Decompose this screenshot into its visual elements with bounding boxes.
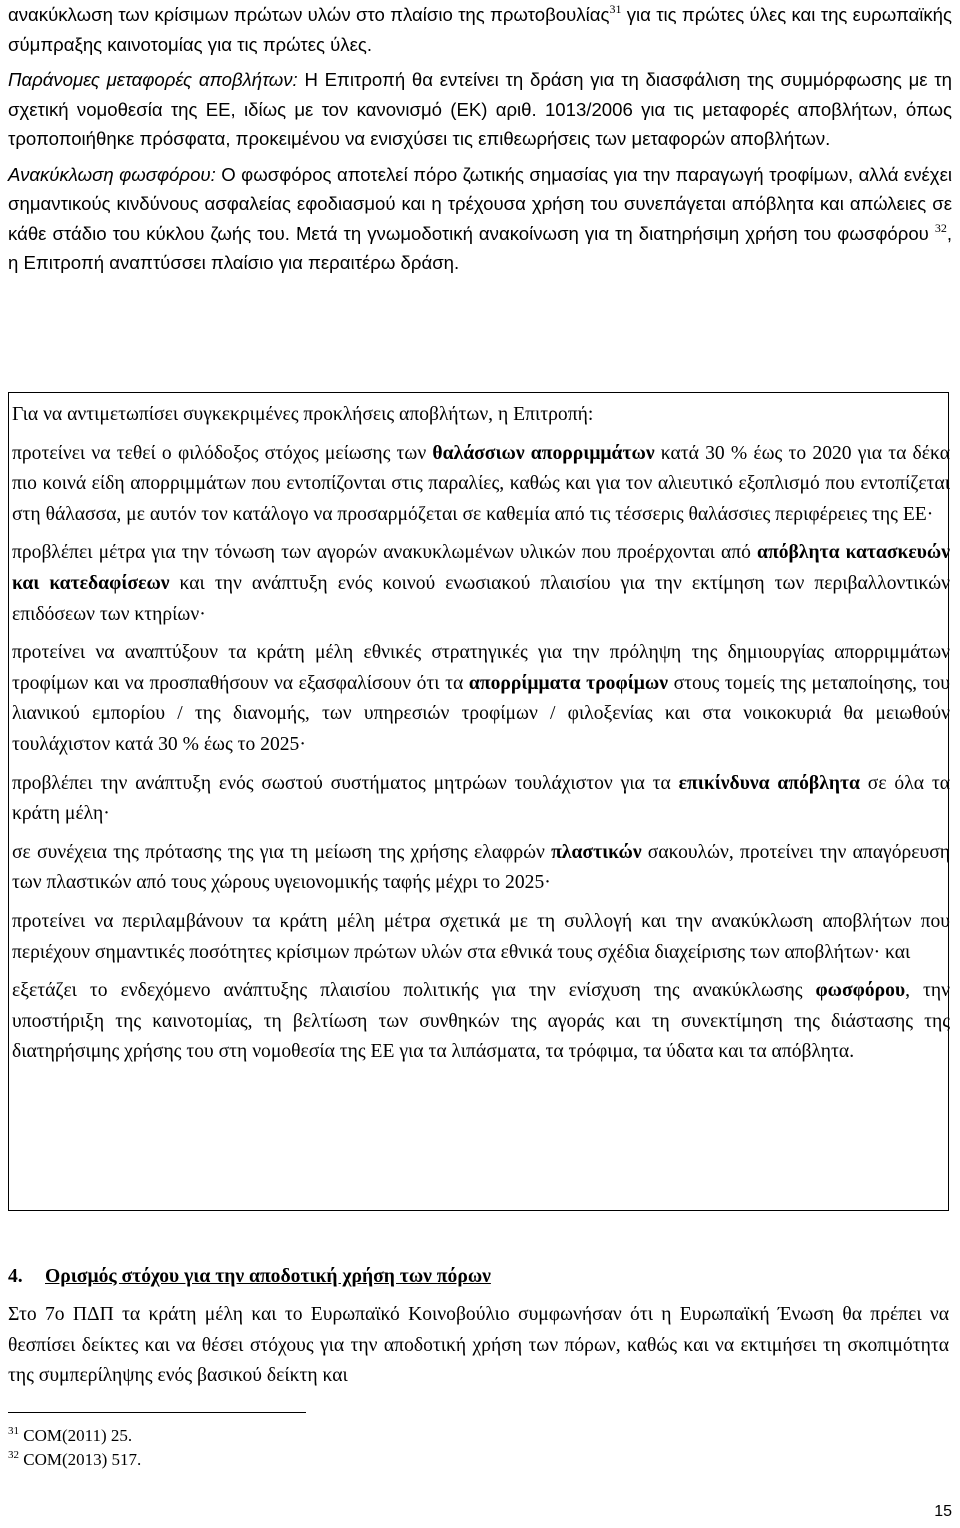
footnote-32: $^{32}$ COM(2013) 517. <box>8 1448 142 1469</box>
box-item: σε συνέχεια της πρότασης της για τη μείωση της χρήσης ελαφρών πλαστικών σακουλών, προτείνει την απαγόρευση των πλαστικών από τους χώρους υγειονομικής ταφής μέχρι το 2025· <box>12 841 951 894</box>
box-item: προτείνει να περιλαμβάνουν τα κράτη μέλη μέτρα σχετικά με τη συλλογή και την ανακύκλωση αποβλήτων που περιέχουν σημαντικές ποσότητες κρίσιμων πρώτων υλών στα εθνικά τους σχέδια διαχείρισης των αποβλήτων· και <box>12 910 950 963</box>
box-intro: Για να αντιμετωπίσει συγκεκριμένες προκλήσεις αποβλήτων, η Επιτροπή: <box>12 404 594 425</box>
paragraph-illegal-shipments: Παράνομες μεταφορές αποβλήτων: Η Επιτροπή θα εντείνει τη δράση για τη διασφάλιση της συμμόρφωσης με τη σχετική νομοθεσία της ΕΕ, ιδίως με τον κανονισμό (ΕΚ) αριθ. 1013/2006 για τις μεταφορές αποβλήτων, όπως τροποποιήθηκε πρόσφατα, προκειμένου να ενισχύσει τις επιθεωρήσεις των μεταφορών αποβλήτων. <box>8 69 952 149</box>
paragraph-heading: Ανακύκλωση φωσφόρου: <box>8 163 216 185</box>
paragraph-phosphorus: Ανακύκλωση φωσφόρου: Ο φωσφόρος αποτελεί πόρο ζωτικής σημασίας για την παραγωγή τροφίμων, αλλά ενέχει σημαντικούς κινδύνους ασφαλείας εφοδιασμού και η τρέχουσα χρήση του συνεπάγεται απόβλητα και απώλειες σε κάθε στάδιο του κύκλου ζωής του. Μετά τη γνωμοδοτική ανακοίνωση για τη διατηρήσιμη χρήση του φωσφόρου $^{32}$, η Επιτροπή αναπτύσσει πλαίσιο για περαιτέρω δράση. <box>8 163 952 273</box>
paragraph-heading: Παράνομες μεταφορές αποβλήτων: <box>8 69 298 90</box>
document-page <box>8 0 952 1469</box>
paragraph-raw-materials: ανακύκλωση των κρίσιμων πρώτων υλών στο πλαίσιο της πρωτοβουλίας$^{31}$ για τις πρώτες ύλες και της ευρωπαϊκής σύμπραξης καινοτομίας για τις πρώτες ύλες. <box>8 2 952 55</box>
section-title: Ορισμός στόχου για την αποδοτική χρήση των πόρων <box>45 1266 491 1287</box>
footnote-ref-31[interactable]: 31 <box>609 2 622 17</box>
footnotes <box>8 1424 141 1472</box>
box-item: προτείνει να τεθεί ο φιλόδοξος στόχος μείωσης των θαλάσσιων απορριμμάτων κατά 30 % έως το 2020 για τα δέκα πιο κοινά είδη απορριμμάτων που εντοπίζονται στις παραλίες, καθώς και για τον αλιευτικό εξοπλισμό που εντοπίζεται στη θάλασσα, με αυτόν τον κατάλογο να προσαρμόζεται σε καθεμία από τις τέσσερις θαλάσσιες περιφέρειες της ΕΕ· <box>12 442 950 525</box>
footnote-separator <box>8 1412 306 1413</box>
section-number: 4. <box>8 1266 23 1287</box>
box-item: προτείνει να αναπτύξουν τα κράτη μέλη εθνικές στρατηγικές για την πρόληψη της δημιουργίας απορριμμάτων τροφίμων και να προσπαθήσουν να εξασφαλίσουν ότι τα απορρίμματα τροφίμων στους τομείς της μεταποίησης, του λιανικού εμπορίου / της διανομής, των υπηρεσιών τροφίμων / φιλοξενίας και στα νοικοκυριά θα μειωθούν τουλάχιστον κατά 30 % έως το 2025· <box>12 642 950 755</box>
section-4 <box>8 1264 949 1392</box>
footnote-ref-32[interactable]: 32 <box>934 220 947 235</box>
section-heading <box>8 1264 949 1290</box>
box-item: προβλέπει μέτρα για την τόνωση των αγορών ανακυκλωμένων υλικών που προέρχονται από απόβλητα κατασκευών και κατεδαφίσεων και την ανάπτυξη ενός κοινού ενωσιακού πλαισίου για την εκτίμηση των περιβαλλοντικών επιδόσεων των κτηρίων· <box>12 542 951 625</box>
section-body: Στο 7ο ΠΔΠ τα κράτη μέλη και το Ευρωπαϊκό Κοινοβούλιο συμφωνήσαν ότι η Ευρωπαϊκή Ένωση θα πρέπει να θεσπίσει δείκτες και να θέσει στόχους για την αποδοτική χρήση των πόρων, καθώς και να εκτιμήσει τη σκοπιμότητα της συμπερίληψης ενός βασικού δείκτη και <box>8 1304 949 1386</box>
box-item: προβλέπει την ανάπτυξη ενός σωστού συστήματος μητρώων τουλάχιστον για τα επικίνδυνα απόβλητα σε όλα τα κράτη μέλη· <box>12 772 950 825</box>
page-number: 15 <box>934 1503 952 1520</box>
box-item: εξετάζει το ενδεχόμενο ανάπτυξης πλαισίου πολιτικής για την ενίσχυση της ανακύκλωσης φωσφόρου, την υποστήριξη της καινοτομίας, τη βελτίωση των συνθηκών της αγοράς και τη συνεκτίμηση της διάστασης της διατηρήσιμης χρήσης του στη νομοθεσία της ΕΕ για τα λιπάσματα, τα τρόφιμα, τα ύδατα και τα απόβλητα. <box>12 980 950 1063</box>
intro-text-block <box>8 0 952 278</box>
footnote-31: $^{31}$ COM(2011) 25. <box>8 1424 133 1445</box>
waste-challenges-box <box>8 392 949 1211</box>
